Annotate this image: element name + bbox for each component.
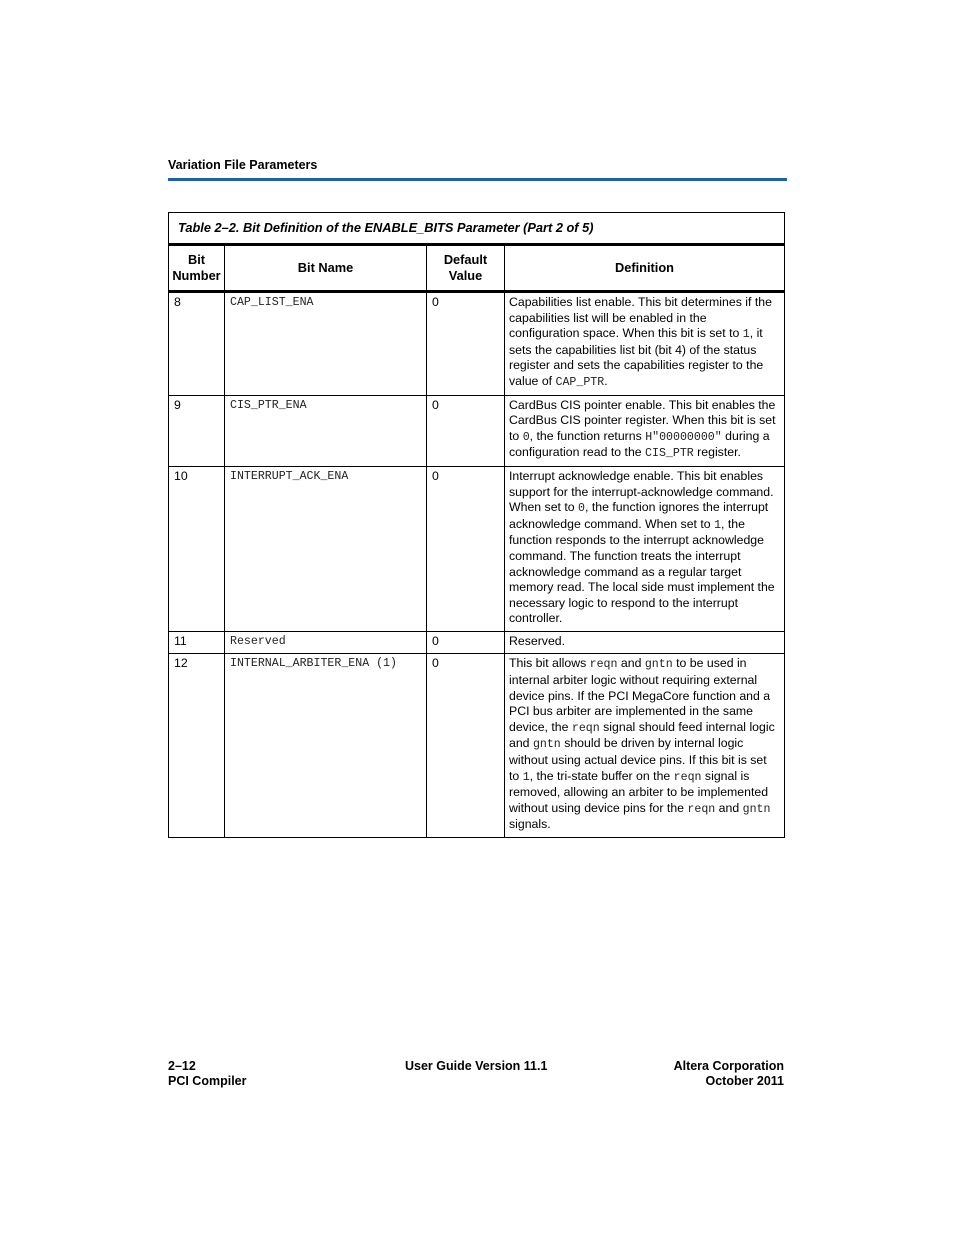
footer-product: PCI Compiler [168,1074,247,1088]
table-row [169,466,785,631]
enable-bits-table [168,212,785,838]
definition-code-segment: gntn [742,802,771,816]
definition-code-segment: reqn [589,658,618,672]
footer-page-number: 2–12 [168,1059,196,1073]
definition-text-segment: and [617,656,645,671]
bit-number-cell: 11 [169,631,225,654]
default-value-cell: 0 [427,631,505,654]
definition-text-segment: to be used in internal arbiter logic without requiring external device pins. If the PCI MegaCore function and a PCI bus arbiter are implemented in the same device, the [509,656,771,734]
definition-text-segment: . [604,373,608,388]
header-rule [168,178,787,181]
definition-text-segment: signal is removed, allowing an arbiter to be implemented without using device pins for the [509,768,769,815]
table-caption: Table 2–2. Bit Definition of the ENABLE_BITS Parameter (Part 2 of 5) [169,213,785,245]
definition-text-segment: , it sets the capabilities list bit (bit 4) of the status register and sets the capabilities register to the value of [509,326,764,388]
definition-text-segment: This bit allows [509,656,590,671]
column-header-default-value: Default Value [427,245,505,292]
definition-code-segment: 0 [522,430,530,444]
definition-code-segment: 1 [522,770,530,784]
table-body [169,292,785,838]
bit-number-cell: 12 [169,654,225,838]
definition-text-segment: Interrupt acknowledge enable. This bit enables support for the interrupt-acknowledge command. When set to [509,468,774,515]
definition-code-segment: CIS_PTR [645,447,694,461]
default-value-cell: 0 [427,292,505,396]
table-row [169,654,785,838]
definition-text-segment: , the function returns [529,428,646,443]
footer-center [405,1059,547,1074]
footer-date: October 2011 [705,1074,784,1088]
footer-company: Altera Corporation [673,1059,784,1073]
column-header-bit-number: Bit Number [169,245,225,292]
running-header-title: Variation File Parameters [168,158,318,172]
bit-number-cell: 8 [169,292,225,396]
definition-code-segment: gntn [532,738,561,752]
default-value-cell: 0 [427,466,505,631]
definition-code-segment: H"00000000" [645,430,722,444]
default-value-cell: 0 [427,395,505,466]
definition-text-segment: during a configuration read to the [509,428,770,460]
definition-code-segment: CAP_PTR [555,375,605,389]
enable-bits-table-container [168,212,784,838]
definition-cell [505,631,785,654]
bit-name-cell: CIS_PTR_ENA [225,395,427,466]
definition-code-segment: 1 [742,328,750,342]
table-row [169,395,785,466]
definition-cell [505,395,785,466]
bit-name-cell: Reserved [225,631,427,654]
bit-name-cell: INTERNAL_ARBITER_ENA (1) [225,654,427,838]
definition-text-segment: and [715,800,743,815]
definition-text-segment: signal should feed internal logic and [509,719,775,751]
footer-left [168,1059,247,1089]
definition-code-segment: reqn [687,802,716,816]
definition-text-segment: register. [693,445,741,460]
bit-number-cell: 9 [169,395,225,466]
definition-code-segment: gntn [644,658,673,672]
table-row [169,631,785,654]
definition-text-segment: should be driven by internal logic without using actual device pins. If this bit is set to [509,736,767,783]
table-row [169,292,785,396]
column-header-bit-name: Bit Name [225,245,427,292]
definition-text-segment: , the tri-state buffer on the [529,768,674,783]
default-value-cell: 0 [427,654,505,838]
definition-code-segment: reqn [673,770,702,784]
bit-number-cell: 10 [169,466,225,631]
definition-text-segment: Reserved. [509,633,566,648]
footer-right [674,1059,784,1089]
definition-code-segment: 1 [714,518,722,532]
definition-cell [505,466,785,631]
table-header-row [169,245,785,292]
definition-text-segment: , the function responds to the interrupt acknowledge command. The function treats the interrupt acknowledge command as a regular target memory read. The local side must implement the necessary logic to respond to the interrupt controller. [509,516,775,626]
definition-text-segment: CardBus CIS pointer enable. This bit enables the CardBus CIS pointer register. When this bit is set to [509,397,776,443]
footer-guide-version: User Guide Version 11.1 [405,1059,548,1073]
column-header-definition: Definition [505,245,785,292]
bit-name-cell: CAP_LIST_ENA [225,292,427,396]
bit-name-cell: INTERRUPT_ACK_ENA [225,466,427,631]
definition-code-segment: 0 [578,502,586,516]
definition-cell [505,292,785,396]
definition-cell [505,654,785,838]
definition-text-segment: , the function ignores the interrupt acknowledge command. When set to [509,500,769,531]
definition-text-segment: signals. [509,817,551,832]
definition-text-segment: Capabilities list enable. This bit determines if the capabilities list will be enabled in the configuration space. When this bit is set to [509,295,772,341]
definition-code-segment: reqn [571,721,600,735]
